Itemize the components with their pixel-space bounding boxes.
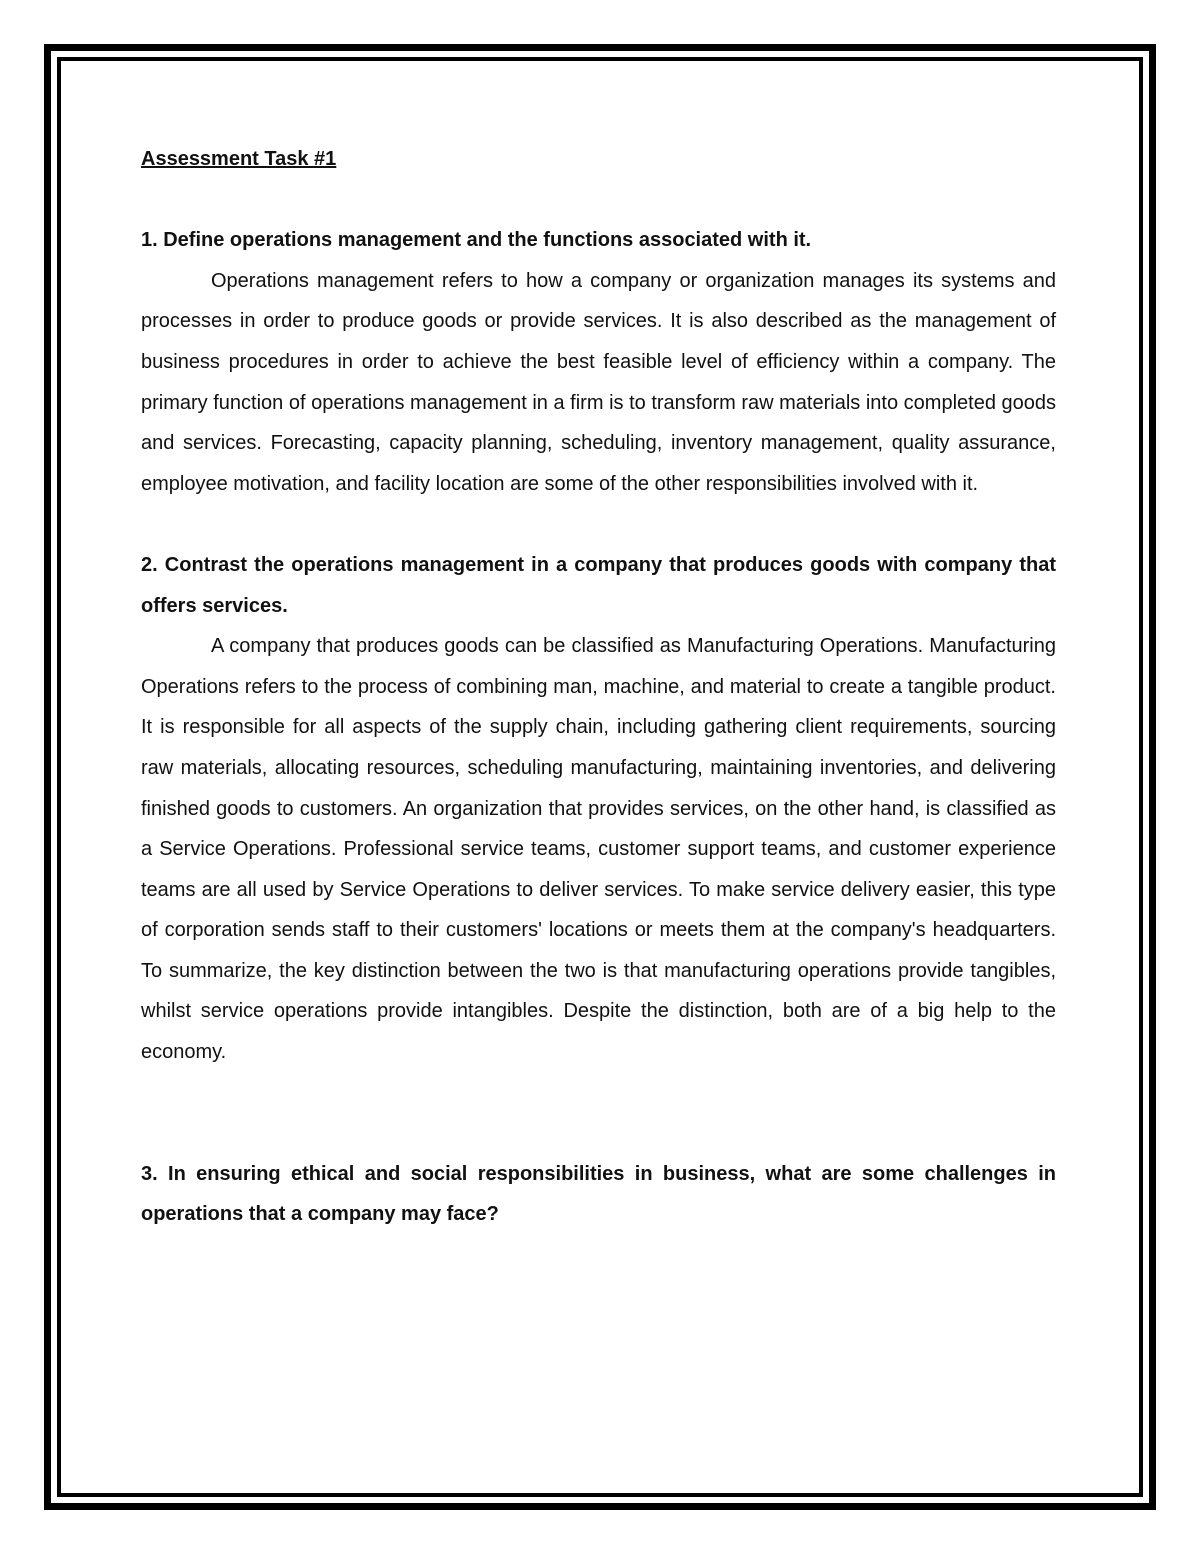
spacer: [141, 504, 1056, 545]
question-1-prompt: 1. Define operations management and the functions associated with it.: [141, 229, 812, 252]
document-body: [141, 139, 1056, 1235]
document-title: Assessment Task #1: [141, 148, 337, 170]
question-1-answer: Operations management refers to how a company or organization manages its systems and processes in order to produce goods or provide services. It is also described as the management of business procedures in order to achieve the best feasible level of efficiency within a company. The primary function of operations management in a firm is to transform raw materials into completed goods and services. Forecasting, capacity planning, scheduling, inventory management, quality assurance, employee motivation, and facility location are some of the other responsibilities involved with it.: [141, 269, 1056, 495]
spacer: [141, 180, 1056, 221]
question-2-answer: A company that produces goods can be classified as Manufacturing Operations. Manufacturing Operations refers to the process of combining man, machine, and material to create a tangible product. It is responsible for all aspects of the supply chain, including gathering client requirements, sourcing raw materials, allocating resources, scheduling manufacturing, maintaining inventories, and delivering finished goods to customers. An organization that provides services, on the other hand, is classified as a Service Operations. Professional service teams, customer support teams, and customer experience teams are all used by Service Operations to deliver services. To make service delivery easier, this type of corporation sends staff to their customers' locations or meets them at the company's headquarters. To summarize, the key distinction between the two is that manufacturing operations provide tangibles, whilst service operations provide intangibles. Despite the distinction, both are of a big help to the economy.: [141, 635, 1056, 1064]
question-2-prompt: 2. Contrast the operations management in a company that produces goods with company that offers services.: [141, 553, 1056, 617]
question-3-prompt: 3. In ensuring ethical and social responsibilities in business, what are some challenges in operations that a company may face?: [141, 1162, 1056, 1226]
spacer: [141, 1073, 1056, 1154]
